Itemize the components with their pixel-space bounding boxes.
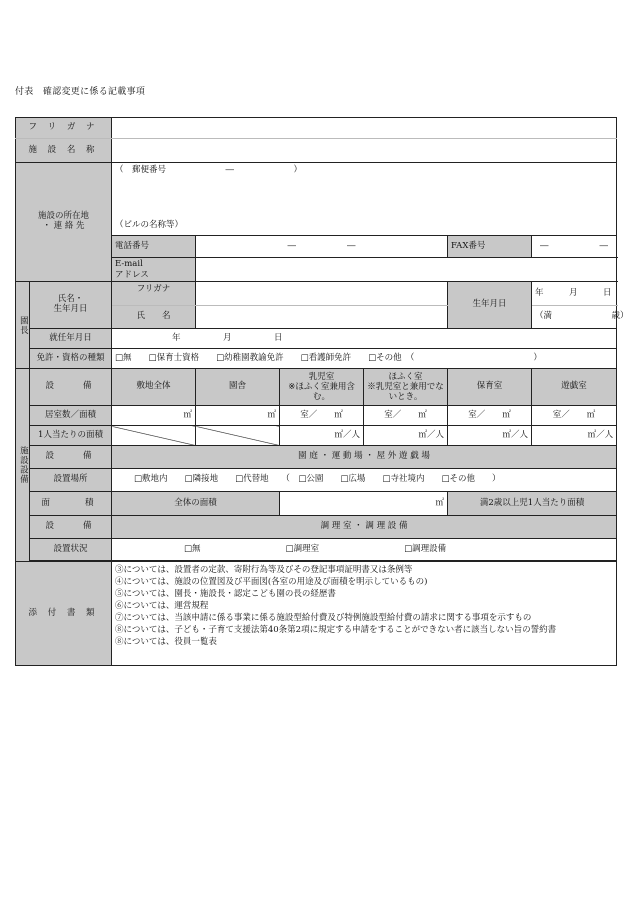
per-person-building-na — [196, 426, 280, 446]
col-infant-room-text: 乳児室 ※ほふく室兼用含む。 — [288, 372, 355, 402]
confirmation-form-table — [15, 117, 629, 666]
director-name-sublabel: 氏 名 — [112, 306, 196, 329]
rooms-crawling[interactable]: 室／ ㎡ — [364, 406, 448, 426]
attachment-item: ⑦については、当該申請に係る事業に係る施設型給付費及び特例施設型給付費の請求に関する事項を示すもの — [115, 613, 532, 623]
email-label-line1: E-mail — [115, 258, 143, 269]
rooms-area-label: 居室数／面積 — [30, 406, 112, 426]
col-play-room: 遊戯室 — [532, 369, 617, 406]
director-name-label-line1: 氏名・ — [57, 294, 84, 305]
rooms-play[interactable]: 室／ ㎡ — [532, 406, 617, 426]
attachments-list — [112, 562, 617, 666]
facilities-side-label: 施設設備 — [16, 369, 30, 562]
address-label-line1: 施設の所在地 — [38, 211, 90, 222]
email-label-line2: アドレス — [115, 269, 149, 280]
director-furigana-label: フリガナ — [112, 282, 196, 306]
tenure-field[interactable]: 年 月 日 — [112, 329, 617, 349]
per-person-crawling[interactable]: ㎡／人 — [364, 426, 448, 446]
rooms-infant[interactable]: 室／ ㎡ — [280, 406, 364, 426]
col-site-total: 敷地全体 — [112, 369, 196, 406]
per-person-play[interactable]: ㎡／人 — [532, 426, 617, 446]
email-field[interactable] — [196, 258, 617, 282]
per-person-nursery[interactable]: ㎡／人 — [448, 426, 532, 446]
total-area-field[interactable]: ㎡ — [280, 492, 448, 516]
address-field[interactable] — [112, 163, 617, 236]
equipment-label: 設 備 — [30, 369, 112, 406]
attachment-item: ⑤については、園長・施設長・認定こども園の長の経歴書 — [115, 589, 336, 599]
facility-furigana-field[interactable] — [112, 118, 617, 139]
rooms-building[interactable]: ㎡ — [196, 406, 280, 426]
attachment-item: ⑧については、子ども・子育て支援法第40条第2項に規定する申請をすることができない者に該当しない旨の誓約書 — [115, 625, 557, 635]
attachments-label: 添 付 書 類 — [16, 562, 112, 666]
col-crawling-room — [364, 369, 448, 406]
fax-label: FAX番号 — [448, 236, 532, 258]
document-title: 付表 確認変更に係る記載事項 — [15, 87, 146, 97]
kitchen-status-options[interactable]: □無 □調理室 □調理設備 — [112, 539, 617, 561]
col-building: 園舎 — [196, 369, 280, 406]
director-name-label-line2: 生年月日 — [53, 304, 88, 314]
facility-furigana-label: フ リ ガ ナ — [16, 118, 112, 139]
tel-label: 電話番号 — [112, 236, 196, 258]
kitchen-header: 調 理 室 ・ 調 理 設 備 — [112, 516, 617, 539]
postal-code-line: （ 郵便番号 ― ） — [115, 165, 303, 175]
per-child-area-label: 満2歳以上児1人当たり面積 — [448, 492, 617, 516]
director-name-field[interactable] — [196, 306, 448, 329]
facility-name-label: 施 設 名 称 — [16, 139, 112, 163]
col-infant-room — [280, 369, 364, 406]
director-side-label: 園長 — [16, 282, 30, 369]
birth-date-field[interactable]: 年 月 日 — [532, 282, 617, 306]
location-label: 設置場所 — [30, 469, 112, 492]
attachment-item: ⑥については、運営規程 — [115, 601, 209, 611]
kitchen-status-label: 設置状況 — [30, 539, 112, 561]
license-label: 免許・資格の種類 — [30, 349, 112, 369]
rooms-site-total[interactable]: ㎡ — [112, 406, 196, 426]
license-options[interactable]: □無 □保育士資格 □幼稚園教諭免許 □看護師免許 □その他 （ ） — [112, 349, 617, 369]
building-name-line: （ビルの名称等） — [115, 220, 184, 231]
director-furigana-field[interactable] — [196, 282, 448, 306]
facility-name-field[interactable] — [112, 139, 617, 163]
director-name-label — [30, 282, 112, 329]
per-person-site-na — [112, 426, 196, 446]
address-label — [16, 163, 112, 282]
total-area-label: 全体の面積 — [112, 492, 280, 516]
birth-date-label: 生年月日 — [448, 282, 532, 329]
yard-equipment-label: 設 備 — [30, 446, 112, 469]
per-person-area-label: 1人当たりの面積 — [30, 426, 112, 446]
per-person-infant[interactable]: ㎡／人 — [280, 426, 364, 446]
location-options[interactable]: □敷地内 □隣接地 □代替地 （ □公園 □広場 □寺社境内 □その他 ） — [112, 469, 617, 492]
area-label: 面 積 — [30, 492, 112, 516]
tel-field[interactable]: ― ― — [196, 236, 448, 258]
kitchen-equipment-label: 設 備 — [30, 516, 112, 539]
yard-header: 園 庭 ・ 運 動 場 ・ 屋 外 遊 戯 場 — [112, 446, 617, 469]
email-label — [112, 258, 196, 282]
col-nursery-room: 保育室 — [448, 369, 532, 406]
rooms-nursery[interactable]: 室／ ㎡ — [448, 406, 532, 426]
address-label-line2: ・ 連 絡 先 — [42, 221, 85, 231]
col-crawling-room-text: ほふく室 ※乳児室と兼用でないとき。 — [367, 372, 444, 402]
attachment-item: ③については、設置者の定款、寄附行為等及びその登記事項証明書又は条例等 — [115, 565, 413, 575]
attachment-item: ⑧については、役員一覧表 — [115, 637, 217, 647]
tenure-label: 就任年月日 — [30, 329, 112, 349]
age-field[interactable]: （満 歳） — [532, 306, 617, 329]
attachment-item: ④については、施設の位置図及び平面図(各室の用途及び面積を明示しているもの) — [115, 577, 428, 587]
fax-field[interactable]: ― ― — [532, 236, 617, 258]
